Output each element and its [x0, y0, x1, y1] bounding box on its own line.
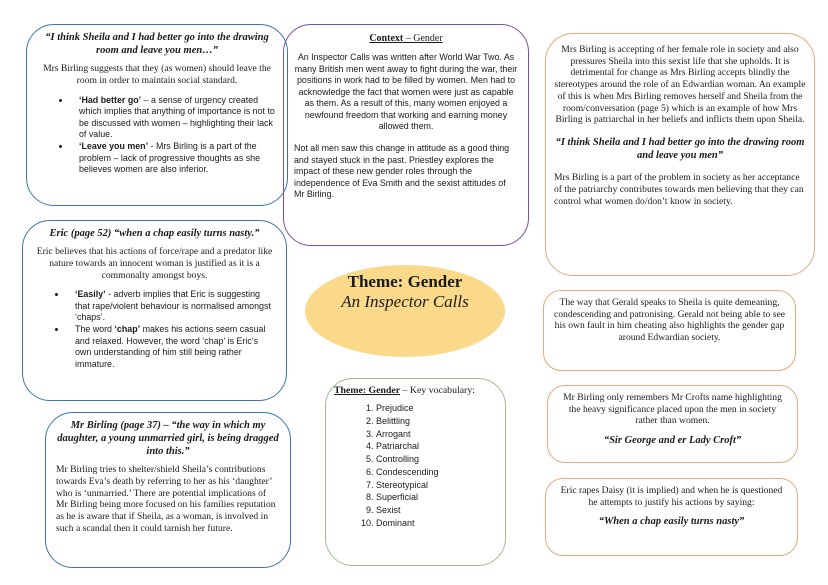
vocab-box [325, 378, 506, 566]
vocab-item: 1. Prejudice [376, 402, 497, 415]
bullet-text: - adverb implies that Eric is suggesting that rape/violent behaviour is normalised amongst ‘chaps’. [75, 289, 271, 323]
bullet-text: – a sense of urgency created which implies that anything of importance is not to be discussed with women – highlighting their lack of value. [79, 94, 275, 140]
mrs-birling-quote-box [26, 24, 288, 206]
box-intro: Eric believes that his actions of force/rape and a predator like nature towards an innocent woman is justified as it is a commonalty amongst boys. [36, 246, 273, 281]
gerald-body: The way that Gerald speaks to Sheila is quite demeaning, condescending and patronising. Gerald not being able to see his own fault in him cheating also highlights the gender gap around Edwardian society. [554, 297, 785, 344]
vocab-item: 9. Sexist [376, 504, 497, 517]
vocab-item: 6. Condescending [376, 466, 497, 479]
eric-box [22, 220, 287, 401]
bullet-prefix: The word [75, 323, 115, 334]
context-heading [294, 33, 518, 44]
croft-body: Mr Birling only remembers Mr Crofts name highlighting the heavy significance placed upon the men in society rather than women. [563, 392, 782, 427]
analysis-para-2: Mrs Birling is a part of the problem in society as her acceptance of the patriarchy contributes towards men believing that they can control what women do/don’t know in society. [554, 172, 804, 207]
vocab-item: 5. Controlling [376, 453, 497, 466]
vocab-item: 8. Superficial [376, 491, 497, 504]
context-para-1: An Inspector Calls was written after World War Two. As many British men went away to fight during the war, their positions in work had to be filled by women. Men had to acknowledge the fact that women were just as capable as them. As a result of this, many women enjoyed a newfound freedom that working and earning money allowed them. [294, 52, 518, 132]
bullet-item [67, 289, 276, 324]
eric-analysis-box [545, 478, 798, 556]
bullet-term: ‘Leave you men’ [79, 140, 149, 151]
vocab-heading-bold: Theme: Gender [334, 385, 401, 396]
box-heading: Eric (page 52) “when a chap easily turns nasty.” [49, 228, 260, 239]
croft-box [547, 385, 798, 463]
gerald-box [543, 290, 796, 371]
box-heading: “I think Sheila and I had better go into the drawing room and leave you men…” [45, 32, 269, 57]
bullet-list [37, 95, 277, 176]
eric-analysis-body: Eric rapes Daisy (it is implied) and when he is questioned he attempts to justify his actions by saying: [560, 485, 783, 508]
eric-analysis-quote: “When a chap easily turns nasty” [598, 516, 745, 528]
context-heading-bold: Context [369, 33, 404, 44]
box-heading: Mr Birling (page 37) – “the way in which my daughter, a young unmarried girl, is being dragged into this.” [57, 420, 279, 458]
bullet-text: - Mrs Birling is a part of the problem – lack of progressive thoughts as she believes women are also inferior. [79, 140, 261, 175]
bullet-term: ‘Easily’ [75, 289, 106, 300]
vocab-list [334, 402, 497, 530]
mrs-birling-analysis-box [545, 33, 815, 276]
bullet-list [33, 289, 276, 370]
vocab-item: 2. Belittling [376, 415, 497, 428]
context-box [283, 24, 529, 246]
vocab-heading-rest: – Key vocabulary: [400, 385, 475, 396]
context-heading-rest: – Gender [403, 33, 443, 44]
analysis-para-1: Mrs Birling is accepting of her female role in society and also pressures Sheila into this sexist life that she upholds. It is detrimental for change as Mrs Birling accepts blindly the stereotypes around the role of an Edwardian woman. An example of this is when Mrs Birling removes herself and Sheila from the room/conversation (page 5) which is an example of how Mrs Birling is patriarchal in her beliefs and inflicts them upon Sheila. [554, 44, 806, 126]
mr-birling-box [45, 412, 291, 568]
box-intro: Mrs Birling suggests that they (as women) should leave the room in order to maintain social standard. [43, 63, 271, 86]
bullet-item [71, 95, 277, 141]
bullet-term: ‘chap’ [114, 323, 141, 334]
bullet-text: makes his actions seem casual and relaxed. However, the word ‘chap’ is Eric’s own understanding of him still being rather immature. [75, 323, 266, 369]
context-para-2: Not all men saw this change in attitude as a good thing and stayed stuck in the past. Priestley explores the impact of these new gender roles through the independence of Eva Smith and the sexist attitudes of Mr Birling. [294, 143, 510, 200]
analysis-quote: “I think Sheila and I had better go into the drawing room and leave you men” [555, 136, 805, 162]
vocab-item: 4. Patriarchal [376, 440, 497, 453]
play-title: An Inspector Calls [341, 291, 469, 311]
title-ellipse [305, 265, 505, 357]
bullet-item [67, 324, 276, 370]
bullet-item [71, 141, 277, 176]
vocab-item: 10. Dominant [376, 517, 497, 530]
theme-title: Theme: Gender [347, 272, 463, 291]
box-body: Mr Birling tries to shelter/shield Sheila’s contributions towards Eva’s death by referring to her as his ‘daughter’ who is ‘unmarried.’ There are potential implications of Mr Birling being more focused on his families reputation as he is aware that if Sheila, as a woman, is involved in such a scandal then it could tarnish her future. [56, 464, 276, 534]
vocab-item: 7. Stereotypical [376, 479, 497, 492]
bullet-term: ‘Had better go’ [79, 94, 142, 105]
vocab-item: 3. Arrogant [376, 428, 497, 441]
vocab-heading [334, 385, 497, 396]
croft-quote: “Sir George and er Lady Croft” [603, 435, 742, 447]
